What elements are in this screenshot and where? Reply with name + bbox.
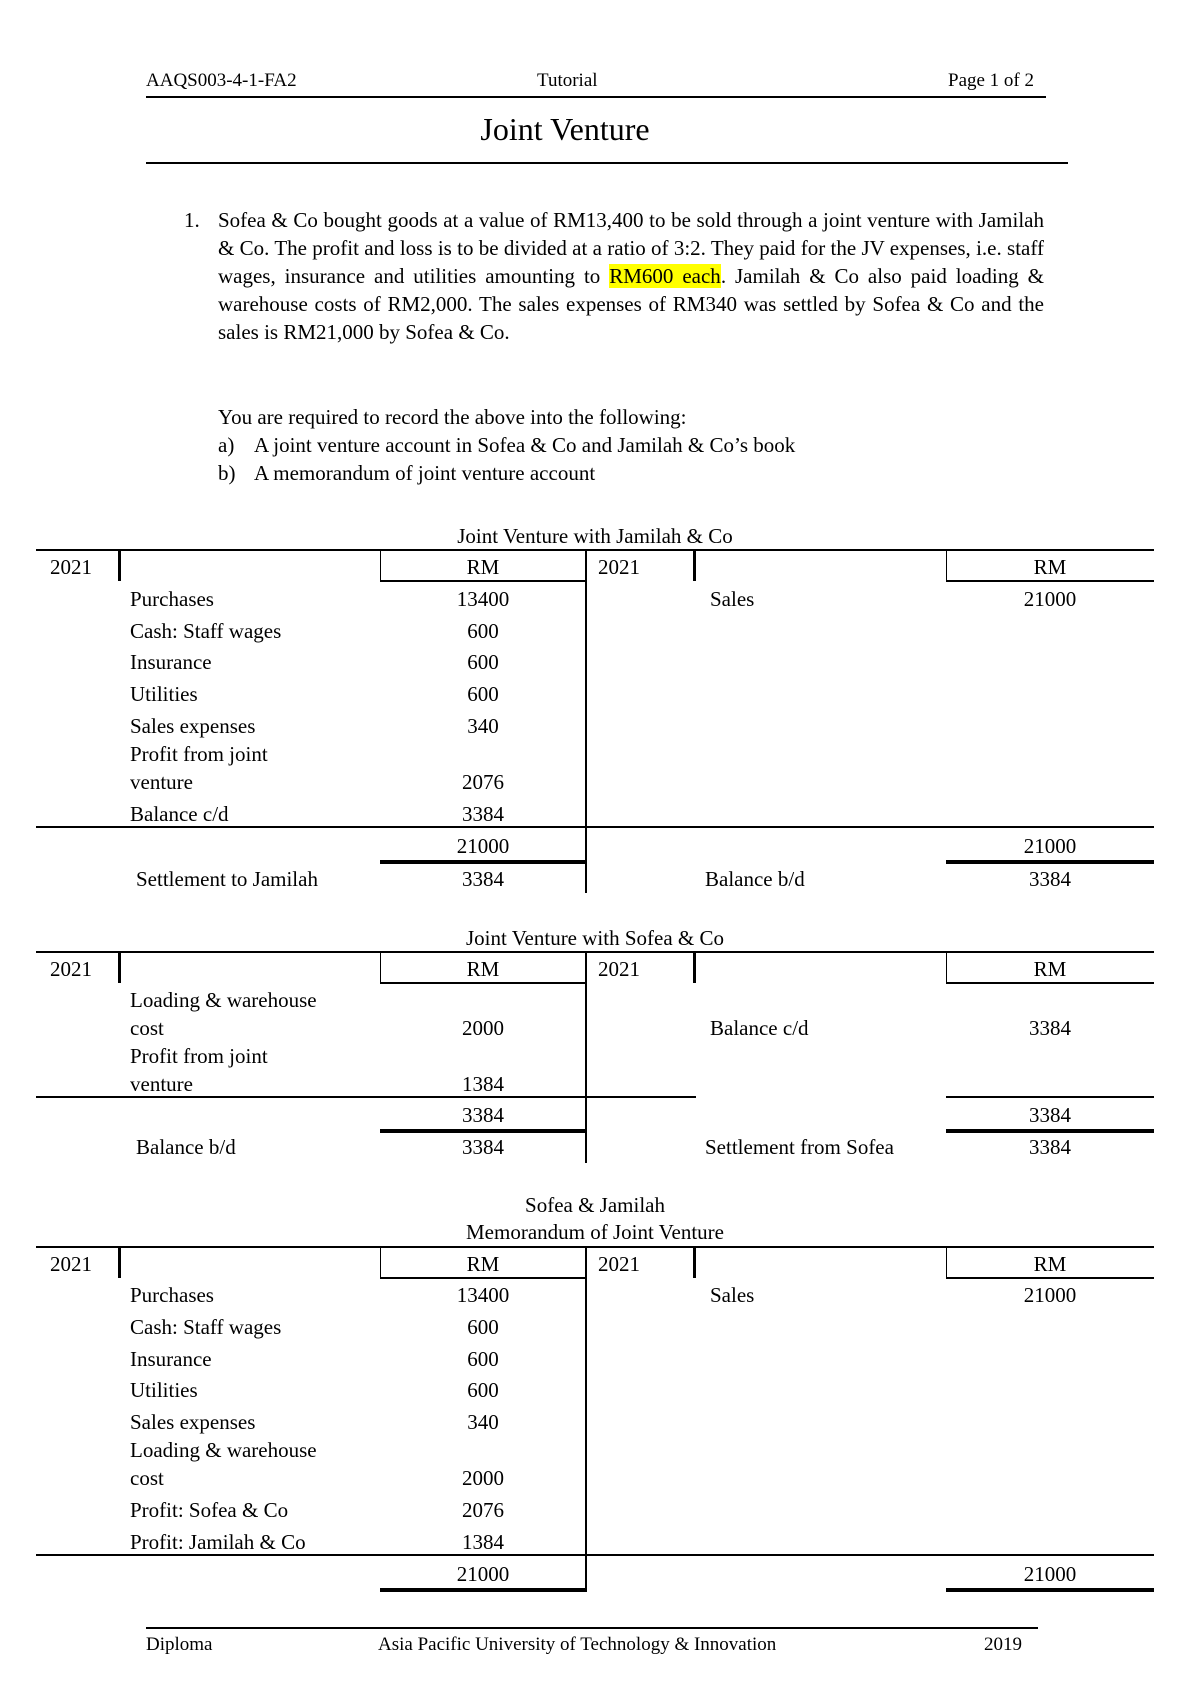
year-right: 2021 [598,1252,640,1276]
settlement-desc: Settlement to Jamilah [136,867,318,891]
year-left: 2021 [50,1252,92,1276]
debit-desc: Profit: Jamilah & Co [130,1530,306,1554]
title-rule [146,162,1068,164]
debit-amount: 1384 [462,1530,504,1554]
debit-amount: 600 [467,650,499,674]
header-rule [146,96,1046,98]
balance-bd-desc: Balance b/d [136,1135,236,1159]
debit-desc: Cash: Staff wages [130,1315,282,1339]
col-divider [693,1248,696,1278]
double-rule [946,1588,1154,1592]
col-divider [118,551,121,581]
col-divider [118,1248,121,1278]
debit-desc: Purchases [130,1283,214,1307]
col-divider [118,953,121,983]
debit-desc: cost [130,1466,164,1490]
credit-amount: 21000 [1023,1283,1077,1307]
rm-rule [380,1277,586,1279]
debit-amount: 2076 [462,1498,504,1522]
debit-amount: 13400 [456,1283,510,1307]
debit-amount: 600 [467,1347,499,1371]
debit-desc: Insurance [130,650,212,674]
question-number: 1. [184,208,200,232]
rm-rule [946,1277,1154,1279]
year-left: 2021 [50,957,92,981]
double-rule [946,1129,1154,1133]
double-rule [380,860,586,864]
col-divider [693,551,696,581]
total-rule [36,1096,696,1098]
balance-bd-desc: Balance b/d [705,867,805,891]
rm-rule [946,580,1154,582]
debit-desc: Purchases [130,587,214,611]
debit-amount: 600 [467,1315,499,1339]
rm-right: RM [1033,957,1067,981]
debit-desc: cost [130,1016,164,1040]
balance-bd-amount: 3384 [1029,867,1071,891]
col-divider [693,953,696,983]
footer-program: Diploma [146,1634,213,1655]
settlement-desc: Settlement from Sofea [705,1135,894,1159]
credit-desc: Sales [710,587,755,611]
rm-left: RM [466,1252,500,1276]
debit-amount: 340 [467,714,499,738]
balance-bd-amount: 3384 [462,1135,504,1159]
debit-amount: 13400 [456,587,510,611]
total-right: 21000 [1023,1562,1077,1586]
requirements [218,403,795,487]
total-left: 3384 [462,1103,504,1127]
debit-amount: 340 [467,1410,499,1434]
debit-desc: Loading & warehouse [130,1438,317,1462]
question-text: Sofea & Co bought goods at a value of RM13,400 to be sold through a joint venture with Jamilah & Co. The profit and loss is to be divided at a ratio of 3:2. They paid for the JV expenses, i.e. staff wages, insurance and utilities amounting to RM600 each. Jamilah & Co also paid loading & warehouse costs of RM2,000. The sales expenses of RM340 was settled by Sofea & Co and the sales is RM21,000 by Sofea & Co. [218,208,1045,344]
debit-amount: 2076 [462,770,504,794]
year-right: 2021 [598,957,640,981]
debit-desc: venture [130,1072,193,1096]
requirement-item: b) A memorandum of joint venture account [218,461,596,485]
year-right: 2021 [598,555,640,579]
rm-rule [380,580,586,582]
debit-desc: Sales expenses [130,714,256,738]
debit-amount: 600 [467,1378,499,1402]
credit-amount: 3384 [1029,1016,1071,1040]
year-left: 2021 [50,555,92,579]
total-rule [36,826,1154,828]
debit-desc: Cash: Staff wages [130,619,282,643]
footer-university: Asia Pacific University of Technology & Innovation [378,1634,777,1655]
account-title: Sofea & Jamilah [525,1193,665,1217]
debit-amount: 600 [467,682,499,706]
rm-rule [946,982,1154,984]
credit-desc: Balance c/d [710,1016,809,1040]
document-type: Tutorial [537,70,598,91]
total-left: 21000 [456,834,510,858]
course-code: AAQS003-4-1-FA2 [146,70,297,91]
footer-rule [146,1627,1038,1629]
credit-amount: 21000 [1023,587,1077,611]
debit-desc: Balance c/d [130,802,229,826]
debit-desc: Utilities [130,1378,198,1402]
debit-desc: venture [130,770,193,794]
debit-amount: 600 [467,619,499,643]
rm-rule [380,982,586,984]
total-left: 21000 [456,1562,510,1586]
account-top-rule [36,951,1154,953]
total-rule [946,1096,1154,1098]
debit-amount: 2000 [462,1466,504,1490]
double-rule [946,860,1154,864]
debit-amount: 3384 [462,802,504,826]
debit-desc: Profit from joint [130,742,268,766]
debit-desc: Profit: Sofea & Co [130,1498,289,1522]
page-title: Joint Venture [480,111,650,147]
rm-left: RM [466,957,500,981]
debit-desc: Sales expenses [130,1410,256,1434]
total-right: 21000 [1023,834,1077,858]
credit-desc: Sales [710,1283,755,1307]
debit-desc: Profit from joint [130,1044,268,1068]
account-top-rule [36,1246,1154,1248]
account-title: Joint Venture with Jamilah & Co [457,524,733,548]
rm-right: RM [1033,1252,1067,1276]
debit-amount: 1384 [462,1072,504,1096]
account-subtitle: Memorandum of Joint Venture [466,1220,724,1244]
requirement-item: a) A joint venture account in Sofea & Co and Jamilah & Co’s book [218,433,796,457]
highlighted-amount: RM600 each [609,264,721,288]
double-rule [380,1129,586,1133]
rm-left: RM [466,555,500,579]
settlement-amount: 3384 [462,867,504,891]
debit-amount: 2000 [462,1016,504,1040]
settlement-amount: 3384 [1029,1135,1071,1159]
debit-desc: Loading & warehouse [130,988,317,1012]
requirement-intro: You are required to record the above into the following: [218,405,687,429]
rm-right: RM [1033,555,1067,579]
footer-year: 2019 [984,1634,1022,1655]
total-right: 3384 [1029,1103,1071,1127]
debit-desc: Utilities [130,682,198,706]
debit-desc: Insurance [130,1347,212,1371]
page-number: Page 1 of 2 [948,70,1035,91]
total-rule [36,1554,1154,1556]
account-top-rule [36,549,1154,551]
account-title: Joint Venture with Sofea & Co [465,926,724,950]
double-rule [380,1588,586,1592]
question-block [184,206,1045,346]
